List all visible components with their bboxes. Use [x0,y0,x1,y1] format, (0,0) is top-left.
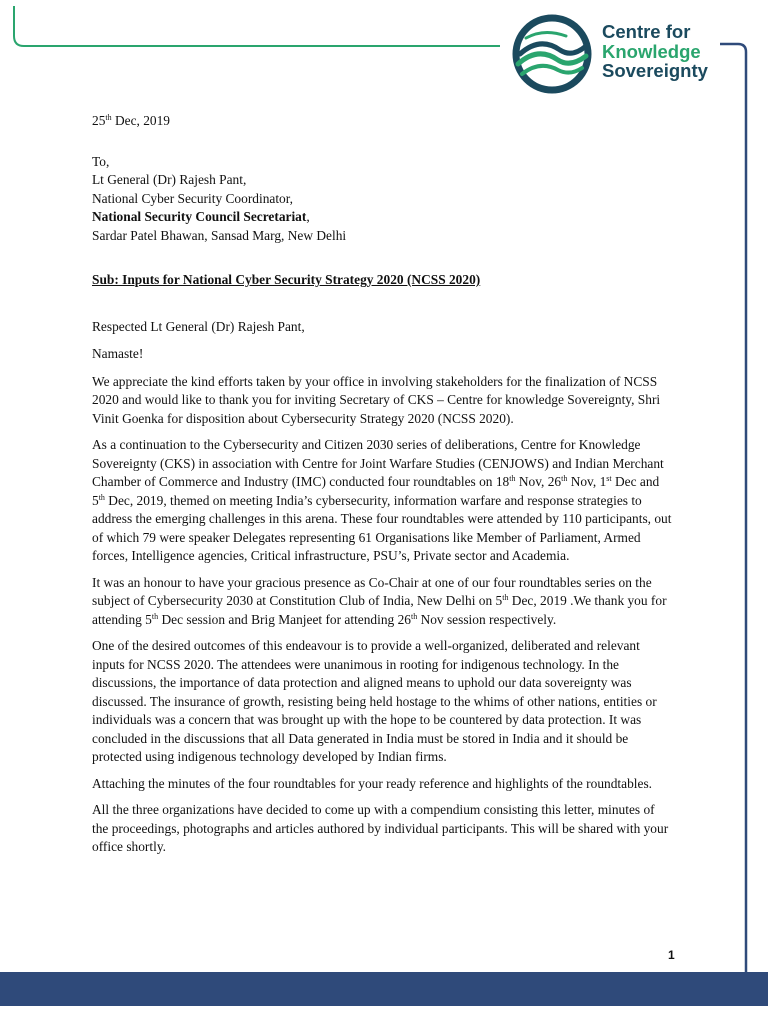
top-green-line [14,6,500,46]
footer-bar [0,972,768,1006]
recipient-org: National Security Council Secretariat, [92,209,310,224]
paragraph-5: Attaching the minutes of the four roundtables for your ready reference and highlights of the roundtables. [92,775,653,791]
recipient-address [92,153,672,246]
paragraph-1: We appreciate the kind efforts taken by your office in involving stakeholders for the finalization of NCSS 2020 and would like to thank you for inviting Secretary of CKS – Centre for knowledge Sovereignty, Shri Vinit Goenka for disposition about Cybersecurity Strategy 2020 (NCSS 2020). [92,373,661,426]
address-to: To, [92,153,110,169]
letter-date: 25th Dec, 2019 [92,113,171,128]
paragraph-2: As a continuation to the Cybersecurity and Citizen 2030 series of deliberations, Centre for Knowledge Sovereignty (CKS) in association with Centre for Joint Warfare Studies (CENJOWS) and Indian Merchant Chamber of Commerce and Industry (IMC) conducted four roundtables on 18th Nov, 26th Nov, 1st Dec and 5th Dec, 2019, themed on meeting India’s cybersecurity, information warfare and response strategies to address the emerging challenges in this arena. These four roundtables were attended by 110 participants, out of which 79 were speaker Delegates representing 61 Organisations like Member of Parliament, Armed forces, Intelligence agencies, Critical infrastructure, PSU’s, Private sector and Academia. [92,437,672,563]
page-number: 1 [668,948,675,962]
letter-subject: Sub: Inputs for National Cyber Security Strategy 2020 (NCSS 2020) [92,272,481,287]
globe-wave-logo-icon [512,14,592,94]
right-navy-line [720,44,746,972]
paragraph-6: All the three organizations have decided to come up with a compendium consisting this letter, minutes of the proceedings, photographs and articles authored by individual participants. This will be shared with your office shortly. [92,802,669,854]
letter-body [92,112,672,865]
brand-name [602,22,708,81]
brand-line-3: Sovereignty [602,60,708,81]
recipient-location: Sardar Patel Bhawan, Sansad Marg, New Delhi [92,227,347,243]
recipient-name: Lt General (Dr) Rajesh Pant, [92,172,247,187]
greeting: Namaste! [92,346,144,361]
paragraph-3: It was an honour to have your gracious presence as Co-Chair at one of our four roundtables series on the subject of Cybersecurity 2030 at Constitution Club of India, New Delhi on 5th Dec, 2019 .We thank you for attending 5th Dec session and Brig Manjeet for attending 26th Nov session respectively. [92,574,667,627]
brand-line-1: Centre for [602,21,691,42]
salutation: Respected Lt General (Dr) Rajesh Pant, [92,318,305,334]
paragraph-4: One of the desired outcomes of this endeavour is to provide a well-organized, deliberated and relevant inputs for NCSS 2020. The attendees were unanimous in rooting for indigenous technology. In the discussions, the importance of data protection and aligned means to uphold our data sovereignty was discussed. The insurance of growth, resisting being held hostage to the whims of other nations, entities or individuals was a concern that was brought up with the hope to be countered by data protection. It was concluded in the discussions that all Data generated in India must be stored in India and it should be protected using indigenous technology developed by Indian firms. [92,638,657,764]
recipient-title: National Cyber Security Coordinator, [92,190,294,206]
brand-line-2: Knowledge [602,40,701,62]
